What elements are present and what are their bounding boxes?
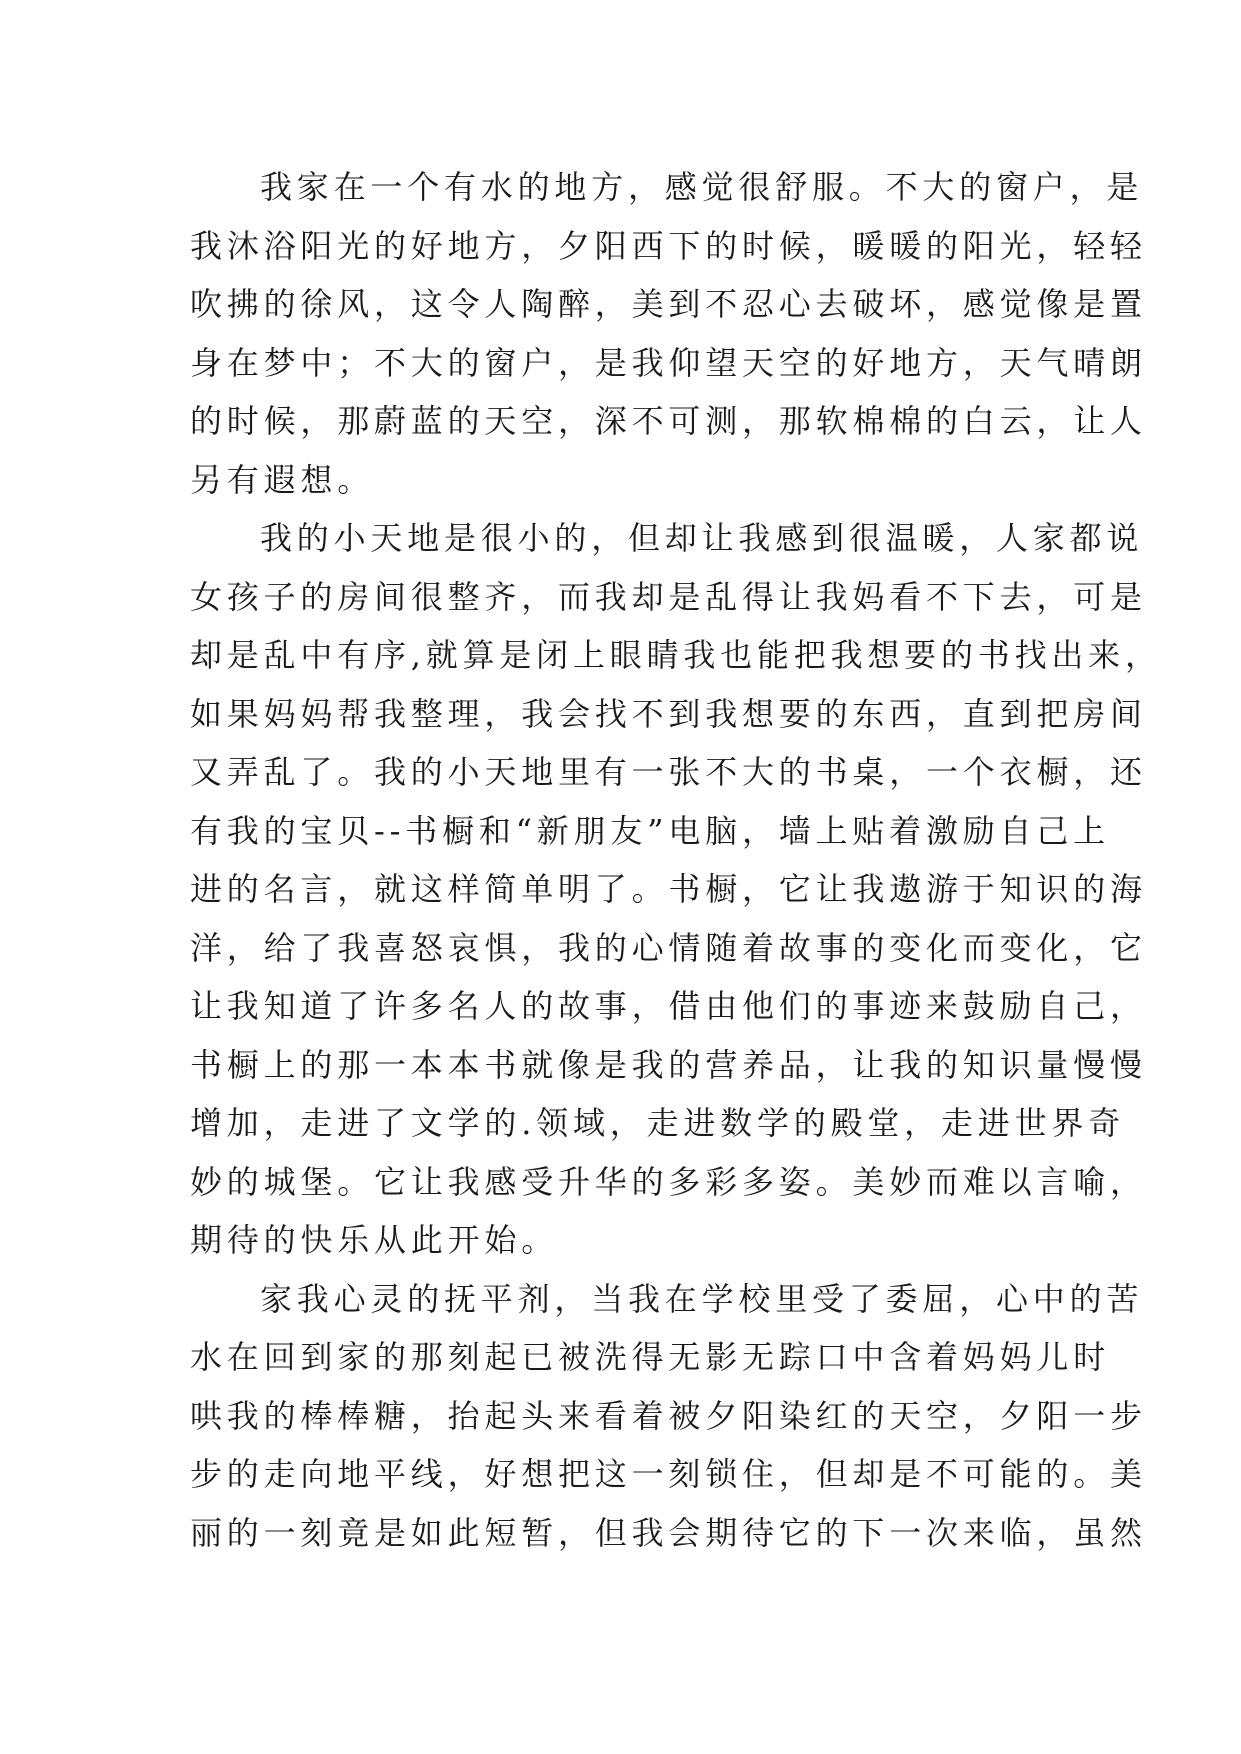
paragraph-3 — [190, 1270, 1147, 1563]
paragraph-2 — [190, 509, 1162, 1270]
text-line: 吹拂的徐风，这令人陶醉，美到不忍心去破坏，感觉像是置 — [190, 285, 1147, 323]
text-line: 有我的宝贝--书橱和“新朋友”电脑，墙上贴着激励自己上 — [190, 811, 1110, 850]
text-line: 女孩子的房间很整齐，而我却是乱得让我妈看不下去，可是 — [190, 577, 1147, 616]
text-line: 我的小天地是很小的，但却让我感到很温暖，人家都说 — [260, 519, 1144, 557]
text-line: 进的名言，就这样简单明了。书橱，它让我遨游于知识的海 — [190, 870, 1147, 908]
text-line: 丽的一刻竟是如此短暂，但我会期待它的下一次来临，虽然 — [190, 1513, 1147, 1552]
text-line: 洋，给了我喜怒哀惧，我的心情随着故事的变化而变化，它 — [190, 928, 1147, 967]
text-line: 身在梦中；不大的窗户，是我仰望天空的好地方，天气晴朗 — [190, 343, 1147, 382]
text-line: 书橱上的那一本本书就像是我的营养品，让我的知识量慢慢 — [190, 1045, 1147, 1084]
text-line: 另有遐想。 — [190, 460, 375, 499]
text-line: 期待的快乐从此开始。 — [190, 1221, 559, 1259]
text-line: 我家在一个有水的地方，感觉很舒服。不大的窗户，是 — [260, 168, 1144, 206]
text-line: 增加，走进了文学的.领域，走进数学的殿堂，走进世界奇 — [190, 1104, 1125, 1142]
text-line: 的时候，那蔚蓝的天空，深不可测，那软棉棉的白云，让人 — [190, 402, 1147, 440]
paragraph-1 — [190, 158, 1147, 509]
text-line: 如果妈妈帮我整理，我会找不到我想要的东西，直到把房间 — [190, 694, 1147, 733]
text-line: 却是乱中有序,就算是闭上眼睛我也能把我想要的书找出来， — [190, 636, 1162, 674]
text-line: 我沐浴阳光的好地方，夕阳西下的时候，暖暖的阳光，轻轻 — [190, 226, 1147, 265]
text-line: 哄我的棒棒糖，抬起头来看着被夕阳染红的天空，夕阳一步 — [190, 1396, 1147, 1435]
text-line: 让我知道了许多名人的故事，借由他们的事迹来鼓励自己， — [190, 987, 1147, 1025]
text-line: 水在回到家的那刻起已被洗得无影无踪口中含着妈妈儿时 — [190, 1338, 1111, 1376]
text-line: 又弄乱了。我的小天地里有一张不大的书桌，一个衣橱，还 — [190, 753, 1147, 791]
essay-body — [190, 158, 1162, 1562]
text-line: 家我心灵的抚平剂，当我在学校里受了委屈，心中的苦 — [260, 1279, 1144, 1318]
text-line: 妙的城堡。它让我感受升华的多彩多姿。美妙而难以言喻， — [190, 1162, 1147, 1201]
text-line: 步的走向地平线，好想把这一刻锁住，但却是不可能的。美 — [190, 1455, 1147, 1493]
